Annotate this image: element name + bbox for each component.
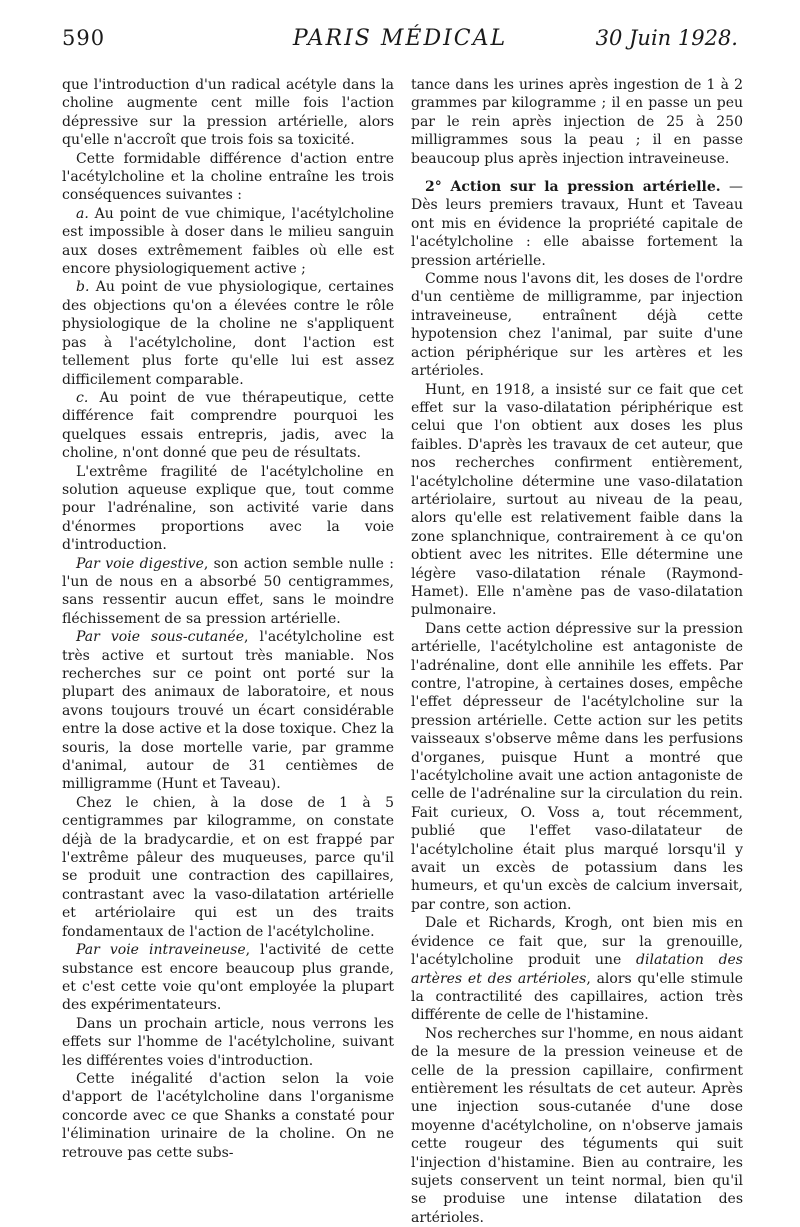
paragraph: Dans un prochain article, nous verrons les effets sur l'homme de l'acétylcholine, suivant les différentes voies d'introduction. xyxy=(62,1015,394,1069)
paragraph: Cette inégalité d'action selon la voie d'apport de l'acétylcholine dans l'organisme concorde avec ce que Shanks a constaté pour l'élimination urinaire de la choline. On ne retrouve pas cette subs- xyxy=(62,1070,394,1161)
right-column xyxy=(411,76,743,1227)
issue-date: 30 Juin 1928. xyxy=(595,26,738,50)
paragraph: Chez le chien, à la dose de 1 à 5 centigrammes par kilogramme, on constate déjà de la bradycardie, et on est frappé par l'extrême pâleur des muqueuses, parce qu'il se produit une contraction des capillaires, contrastant avec la vaso-dilatation artérielle et artériolaire qui est un des traits fondamentaux de l'action de l'acétylcholine. xyxy=(62,794,394,940)
paragraph: L'extrême fragilité de l'acétylcholine en solution aqueuse explique que, tout comme pour l'adrénaline, son activité varie dans d'énormes proportions avec la voie d'introduction. xyxy=(62,463,394,554)
paragraph: Par voie digestive, son action semble nulle : l'un de nous en a absorbé 50 centigrammes, sans ressentir aucun effet, sans le moindre fléchissement de sa pression artérielle. xyxy=(62,555,395,627)
section-heading-paragraph: 2° Action sur la pression artérielle. — Dès leurs premiers travaux, Hunt et Taveau ont mis en évidence la propriété capitale de l'acétylcholine : elle abaisse fortement la pression artérielle. xyxy=(411,179,744,269)
paragraph: Hunt, en 1918, a insisté sur ce fait que cet effet sur la vaso-dilatation périphérique est celui que l'on obtient aux doses les plus faibles. D'après les travaux de cet auteur, que nos recherches confirment entièrement, l'acétylcholine détermine une vaso-dilatation artériolaire, surtout au niveau de la peau, alors qu'elle est relativement faible dans la zone splanchnique, contrairement à ce qu'on obtient avec les nitrites. Elle détermine une légère vaso-dilatation rénale (Raymond-Hamet). Elle n'amène pas de vaso-dilatation pulmonaire. xyxy=(411,381,743,619)
paragraph: Dale et Richards, Krogh, ont bien mis en évidence ce fait que, sur la grenouille, l'acétylcholine produit une dilatation des artères et des artérioles, alors qu'elle stimule la contractilité des capillaires, action très différente de celle de l'histamine. xyxy=(411,915,743,1024)
paragraph: tance dans les urines après ingestion de 1 à 2 grammes par kilogramme ; il en passe un peu par le rein après injection de 25 à 250 milligrammes sous la peau ; il en passe beaucoup plus après injection intraveineuse. xyxy=(411,77,743,167)
paragraph: que l'introduction d'un radical acétyle dans la choline augmente cent mille fois l'action dépressive sur la pression artérielle, alors qu'elle n'accroît que trois fois sa toxicité. xyxy=(62,77,394,149)
page-number: 590 xyxy=(62,26,106,50)
paragraph: Dans cette action dépressive sur la pression artérielle, l'acétylcholine est antagoniste de l'adrénaline, dont elle annihile les effets. Par contre, l'atropine, à certaines doses, empêche l'effet dépresseur de l'acétylcholine sur la pression artérielle. Cette action sur les petits vaisseaux s'observe même dans les perfusions d'organes, puisque Hunt a montré que l'acétylcholine avait une action antagoniste de celle de l'adrénaline sur la circulation du rein. Fait curieux, O. Voss a, tout récemment, publié que l'effet vaso-dilatateur de l'acétylcholine était plus marqué lorsqu'il y avait un excès de potassium dans les humeurs, et qu'un excès de calcium inversait, par contre, son action. xyxy=(411,620,743,913)
paragraph: Par voie sous-cutanée, l'acétylcholine est très active et surtout très maniable. Nos recherches sur ce point ont porté sur la plupart des animaux de laboratoire, et nous avons toujours trouvé un écart considérable entre la dose active et la dose toxique. Chez la souris, la dose mortelle varie, par gramme d'animal, autour de 31 centièmes de milligramme (Hunt et Taveau). xyxy=(62,629,394,793)
left-column xyxy=(62,76,394,1162)
journal-title: PARIS MÉDICAL xyxy=(292,26,508,51)
paragraph: Nos recherches sur l'homme, en nous aidant de la mesure de la pression veineuse et de celle de la pression capillaire, confirment entièrement les résultats de cet auteur. Après une injection sous-cutanée d'une dose moyenne d'acétylcholine, on n'observe jamais cette rougeur des téguments qui suit l'injection d'histamine. Bien au contraire, les sujets conservent un teint normal, bien qu'il se produise une intense dilatation des artérioles. xyxy=(411,1025,743,1226)
paragraph: Par voie intraveineuse, l'activité de cette substance est encore beaucoup plus grande, et c'est cette voie qu'ont employée la plupart des expérimentateurs. xyxy=(62,942,394,1014)
paragraph: Cette formidable différence d'action entre l'acétylcholine et la choline entraîne les trois conséquences suivantes : xyxy=(62,150,394,204)
paragraph: b. Au point de vue physiologique, certaines des objections qu'on a élevées contre le rôle physiologique de la choline ne s'appliquent pas à l'acétylcholine, dont l'action est tellement plus forte qu'elle lui est assez difficilement comparable. xyxy=(62,279,394,388)
page-header xyxy=(62,18,738,66)
paragraph: Comme nous l'avons dit, les doses de l'ordre d'un centième de milligramme, par injection intraveineuse, entraînent déjà cette hypotension chez l'animal, par suite d'une action périphérique sur les artères et les artérioles. xyxy=(411,271,743,380)
paragraph: a. Au point de vue chimique, l'acétylcholine est impossible à doser dans le milieu sanguin aux doses extrêmement faibles où elle est encore physiologiquement active ; xyxy=(62,205,394,278)
paragraph: c. Au point de vue thérapeutique, cette différence fait comprendre pourquoi les quelques essais entrepris, jadis, avec la choline, n'ont donné que peu de résultats. xyxy=(62,389,394,462)
